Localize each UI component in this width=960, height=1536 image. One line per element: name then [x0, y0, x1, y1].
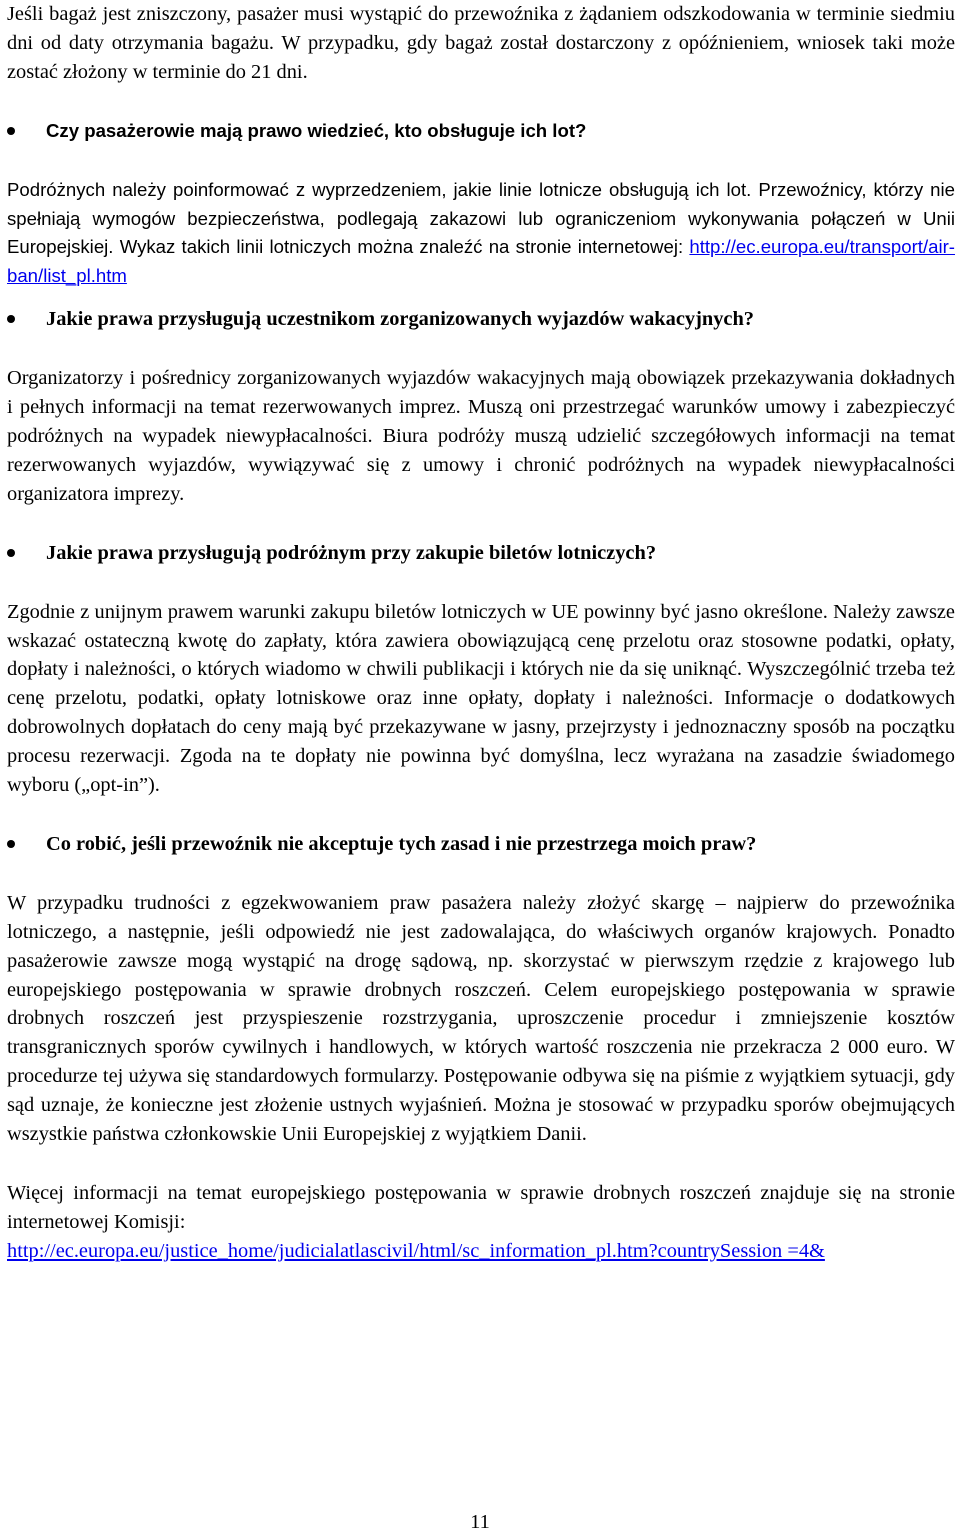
document-page [7, 0, 955, 1266]
page-number: 11 [470, 1511, 490, 1533]
bullet-icon [7, 127, 15, 135]
heading-text: Co robić, jeśli przewoźnik nie akceptuje tych zasad i nie przestrzega moich praw? [46, 832, 757, 855]
small-claims-info-link[interactable]: http://ec.europa.eu/justice_home/judicialatlascivil/html/sc_information_pl.htm?countrySession =4& [7, 1239, 825, 1262]
section-heading-ticket-purchase [7, 539, 955, 568]
heading-text: Jakie prawa przysługują uczestnikom zorganizowanych wyjazdów wakacyjnych? [46, 308, 754, 331]
body-text: Podróżnych należy poinformować z wyprzedzeniem, jakie linie lotnicze obsługują ich lot. Przewoźnicy, którzy nie spełniają wymogów bezpieczeństwa, podlegają zakazowi lub ograniczeniom wykonywania połączeń w Unii Europejskiej. Wykaz takich linii lotniczych można znaleźć na stronie internetowej: [7, 178, 955, 258]
section-heading-operator [7, 117, 955, 146]
section-body-operator [7, 176, 955, 292]
bullet-icon [7, 315, 15, 323]
section-heading-complaints [7, 830, 955, 859]
section-body-ticket-purchase: Zgodnie z unijnym prawem warunki zakupu biletów lotniczych w UE powinny być jasno określone. Należy zawsze wskazać ostateczną kwotę do zapłaty, która zawiera obowiązującą cenę przelotu oraz stosowne podatki, opłaty, dopłaty i należności, o których wiadomo w chwili publikacji i których nie da się uniknąć. Wyszczególnić trzeba też cenę przelotu, podatki, opłaty lotniskowe oraz inne opłaty, dopłaty i należności. Informacje o dodatkowych dobrowolnych dopłatach do ceny mają być przekazywane w jasny, przejrzysty i jednoznaczny sposób na początku procesu rezerwacji. Zgoda na te dopłaty nie powinna być domyślna, lecz wyrażana na zasadzie świadomego wyboru („opt-in”). [7, 600, 955, 797]
more-info-text: Więcej informacji na temat europejskiego postępowania w sprawie drobnych roszczeń znajduje się na stronie internetowej Komisji: [7, 1182, 955, 1233]
intro-paragraph: Jeśli bagaż jest zniszczony, pasażer musi wystąpić do przewoźnika z żądaniem odszkodowania w terminie siedmiu dni od daty otrzymania bagażu. W przypadku, gdy bagaż został dostarczony z opóźnieniem, wniosek taki może zostać złożony w terminie do 21 dni. [7, 3, 955, 83]
bullet-icon [7, 840, 15, 848]
section-body-package-travel: Organizatorzy i pośrednicy zorganizowanych wyjazdów wakacyjnych mają obowiązek przekazywania dokładnych i pełnych informacji na temat rezerwowanych imprez. Muszą oni przestrzegać warunków umowy i zabezpieczyć podróżnych na wypadek niewypłacalności. Biura podróży muszą udzielić szczegółowych informacji na temat rezerwowanych wyjazdów, wywiązywać się z umowy i chronić podróżnych na wypadek niewypłacalności organizatora imprezy. [7, 367, 955, 505]
section-body-complaints: W przypadku trudności z egzekwowaniem praw pasażera należy złożyć skargę – najpierw do przewoźnika lotniczego, a następnie, jeśli odpowiedź nie jest zadowalająca, do właściwych organów krajowych. Ponadto pasażerowie zawsze mogą wystąpić na drogę sądową, np. skorzystać w pierwszym rzędzie z krajowego lub europejskiego postępowania w sprawie drobnych roszczeń. Celem europejskiego postępowania w sprawie drobnych roszczeń jest przyspieszenie rozstrzygania, uproszczenie procedur i zmniejszenie kosztów transgranicznych sporów cywilnych i handlowych, w których wartość roszczenia nie przekracza 2 000 euro. W procedurze tej używa się standardowych formularzy. Postępowanie odbywa się na piśmie z wyjątkiem sytuacji, gdy sąd uznaje, że konieczne jest złożenie ustnych wyjaśnień. Można je stosować w przypadku sporów obejmujących wszystkie państwa członkowskie Unii Europejskiej z wyjątkiem Danii. [7, 891, 955, 1146]
bullet-icon [7, 549, 15, 557]
heading-text: Czy pasażerowie mają prawo wiedzieć, kto obsługuje ich lot? [46, 119, 587, 141]
heading-text: Jakie prawa przysługują podróżnym przy zakupie biletów lotniczych? [46, 541, 657, 564]
more-info-paragraph [7, 1179, 955, 1266]
section-heading-package-travel [7, 305, 955, 334]
air-ban-list-link[interactable]: http://ec.europa.eu/transport/air-ban/list_pl.htm [7, 236, 955, 287]
